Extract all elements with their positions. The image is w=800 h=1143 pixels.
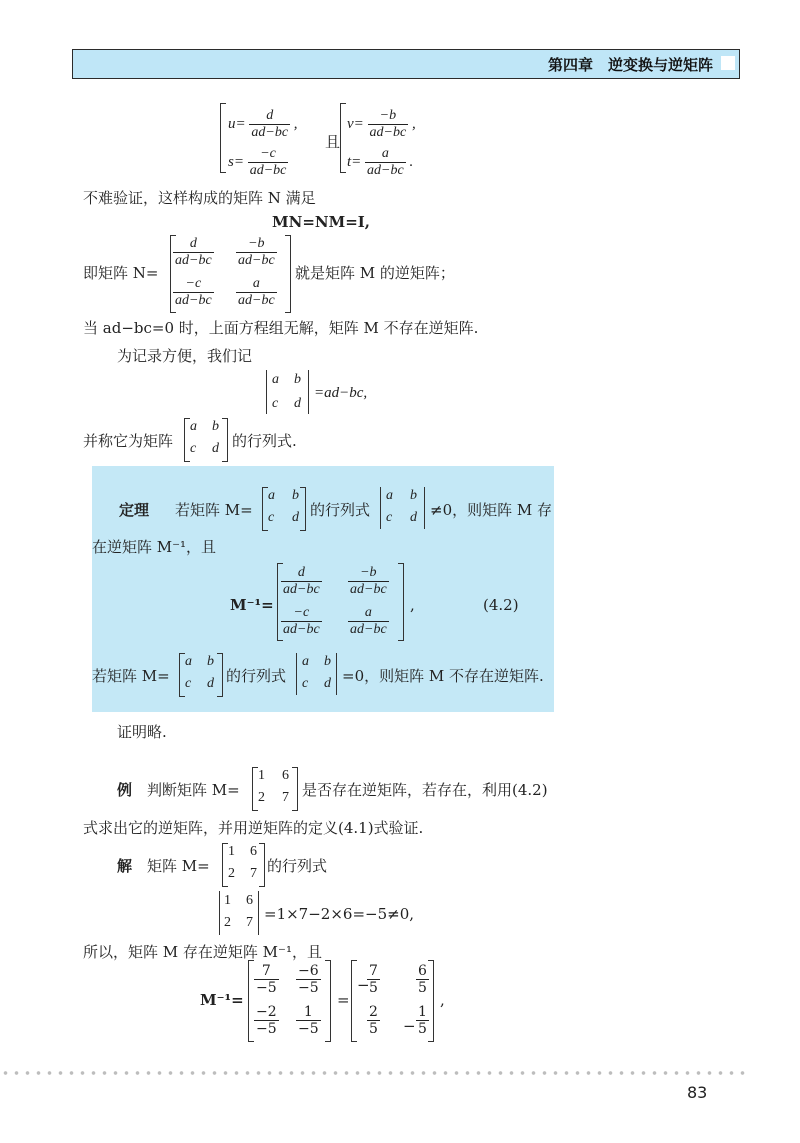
theorem-line1-a: 若矩阵 M= (175, 501, 253, 519)
sol-b11: $\frac{7}{5}$ (369, 963, 378, 996)
theorem-m-bracket-right (300, 487, 306, 531)
theorem-m-c: c (268, 510, 275, 525)
theorem-formula-bracket-right (398, 563, 404, 641)
theorem-det-a: a (386, 488, 393, 503)
solution-m11: 1 (228, 844, 235, 859)
call-det-bracket-right (222, 418, 228, 462)
sol-a11: $\frac{7}{-5}$ (256, 963, 277, 996)
theorem-det2-bar-right (336, 653, 337, 695)
example-label: 例 (117, 781, 133, 799)
theorem-m2-c: c (185, 676, 192, 691)
theorem-m2-b: b (207, 654, 214, 669)
theorem-det2-b: b (324, 654, 331, 669)
det-a: a (272, 372, 279, 387)
solution-det-bar-right (258, 891, 259, 935)
theorem-line4-c: =0，则矩阵 M 不存在逆矩阵. (342, 667, 544, 685)
solution-m22: 7 (250, 866, 257, 881)
theorem-det-c: c (386, 510, 393, 525)
theorem-m2-bracket-right (217, 653, 223, 697)
sol-a12: $\frac{-6}{-5}$ (298, 963, 319, 996)
proof-omitted: 证明略. (117, 723, 167, 741)
solution-inv2-bracket-left (351, 960, 357, 1042)
equation-number: (4.2) (483, 596, 519, 614)
det-c: c (272, 396, 279, 411)
theorem-m2-d: d (207, 676, 214, 691)
theorem-line4-a: 若矩阵 M= (92, 667, 170, 685)
det-b: b (294, 372, 301, 387)
left-brace (220, 103, 226, 173)
example-line2: 式求出它的逆矩阵，并用逆矩阵的定义(4.1)式验证. (83, 819, 424, 837)
call-det-c: c (190, 441, 197, 456)
n22: $\frac{a}{ad-bc}$ (238, 276, 275, 308)
solution-inv-bracket-right (325, 960, 331, 1042)
eq-mn: MN=NM=I, (272, 213, 371, 231)
inverse-n-suffix: 就是矩阵 M 的逆矩阵； (295, 264, 455, 282)
theorem-line4-b: 的行列式 (226, 667, 287, 685)
eq-u: u= $\frac{d}{ad-bc}$ , (228, 108, 298, 140)
n12: $\frac{-b}{ad-bc}$ (238, 236, 275, 268)
n11: $\frac{d}{ad-bc}$ (175, 236, 212, 268)
example-text-a: 判断矩阵 M= (147, 781, 240, 799)
solution-inv-lhs: M⁻¹= (200, 991, 244, 1009)
solution-det-rhs: =1×7−2×6=−5≠0, (264, 905, 415, 923)
theorem-det2-c: c (302, 676, 309, 691)
example-m22: 7 (282, 790, 289, 805)
call-det-prefix: 并称它为矩阵 (83, 432, 174, 450)
page-number: 83 (687, 1083, 708, 1102)
det-rhs: =ad−bc, (314, 385, 368, 401)
theorem-line1-b: 的行列式 (310, 501, 371, 519)
right-brace (340, 103, 346, 173)
solution-inv2-bracket-right (428, 960, 434, 1042)
conjunction: 且 (325, 133, 341, 151)
theorem-line2: 在逆矩阵 M⁻¹，且 (92, 538, 217, 556)
eq-t: t= $\frac{a}{ad-bc}$ . (347, 146, 414, 178)
call-det-b: b (212, 419, 219, 434)
theorem-label: 定理 (119, 501, 150, 519)
chapter-header-bar (72, 49, 740, 79)
solution-line-so: 所以，矩阵 M 存在逆矩阵 M⁻¹，且 (83, 943, 322, 961)
sol-b22-sign: − (403, 1017, 416, 1035)
solution-det-12: 6 (246, 893, 253, 908)
solution-eq: = (337, 991, 350, 1009)
theorem-det-d: d (410, 510, 417, 525)
det-bar-right (308, 370, 309, 414)
inverse-n-prefix: 即矩阵 N= (83, 264, 159, 282)
eq-v: v= $\frac{-b}{ad-bc}$ , (347, 108, 416, 140)
call-det-a: a (190, 419, 197, 434)
line-verify: 不难验证，这样构成的矩阵 N 满足 (83, 189, 316, 207)
solution-det-21: 2 (224, 915, 231, 930)
solution-text-a: 矩阵 M= (147, 857, 210, 875)
example-m12: 6 (282, 768, 289, 783)
theorem-m2-a: a (185, 654, 192, 669)
theorem-det2-a: a (302, 654, 309, 669)
solution-det-bar-left (219, 891, 220, 935)
chapter-title: 第四章 逆变换与逆矩阵 (547, 56, 713, 74)
sol-b22: $\frac{1}{5}$ (418, 1004, 427, 1037)
sol-b21: $\frac{2}{5}$ (369, 1004, 378, 1037)
sol-a21: $\frac{-2}{-5}$ (256, 1004, 277, 1037)
line-convenience: 为记录方便，我们记 (117, 347, 253, 365)
solution-det-11: 1 (224, 893, 231, 908)
header-square-icon (721, 56, 735, 70)
solution-bracket-right (259, 843, 265, 887)
solution-det-22: 7 (246, 915, 253, 930)
theorem-m-b: b (292, 488, 299, 503)
theorem-m-d: d (292, 510, 299, 525)
theorem-line1-c: ≠0，则矩阵 M 存 (430, 501, 553, 519)
f21: $\frac{-c}{ad-bc}$ (283, 605, 320, 637)
theorem-formula-tail: , (410, 596, 415, 614)
example-m21: 2 (258, 790, 265, 805)
dotted-divider (0, 1070, 750, 1076)
call-det-suffix: 的行列式. (232, 432, 297, 450)
det-d: d (294, 396, 301, 411)
call-det-d: d (212, 441, 219, 456)
theorem-det2-d: d (324, 676, 331, 691)
matrix-bracket-right (285, 235, 291, 313)
theorem-det-bar-right (424, 487, 425, 529)
theorem-det-bar-left (380, 487, 381, 529)
line-no-inverse: 当 ad−bc=0 时，上面方程组无解，矩阵 M 不存在逆矩阵. (83, 319, 479, 337)
det-bar-left (266, 370, 267, 414)
sol-a22: $\frac{1}{-5}$ (298, 1004, 319, 1037)
solution-label: 解 (117, 857, 133, 875)
sol-b12: $\frac{6}{5}$ (418, 963, 427, 996)
eq-s: s= $\frac{-c}{ad-bc}$ (228, 146, 287, 178)
theorem-formula-lhs: M⁻¹= (230, 596, 274, 614)
solution-text-b: 的行列式 (267, 857, 328, 875)
theorem-det2-bar-left (296, 653, 297, 695)
f12: $\frac{-b}{ad-bc}$ (350, 565, 387, 597)
solution-m21: 2 (228, 866, 235, 881)
example-text-b: 是否存在逆矩阵，若存在，利用(4.2) (302, 781, 548, 799)
solution-tail: , (440, 991, 445, 1009)
example-m11: 1 (258, 768, 265, 783)
theorem-det-b: b (410, 488, 417, 503)
solution-m12: 6 (250, 844, 257, 859)
f22: $\frac{a}{ad-bc}$ (350, 605, 387, 637)
n21: $\frac{-c}{ad-bc}$ (175, 276, 212, 308)
example-bracket-right (292, 767, 298, 811)
theorem-m-a: a (268, 488, 275, 503)
f11: $\frac{d}{ad-bc}$ (283, 565, 320, 597)
sol-b11-sign: − (357, 976, 370, 994)
